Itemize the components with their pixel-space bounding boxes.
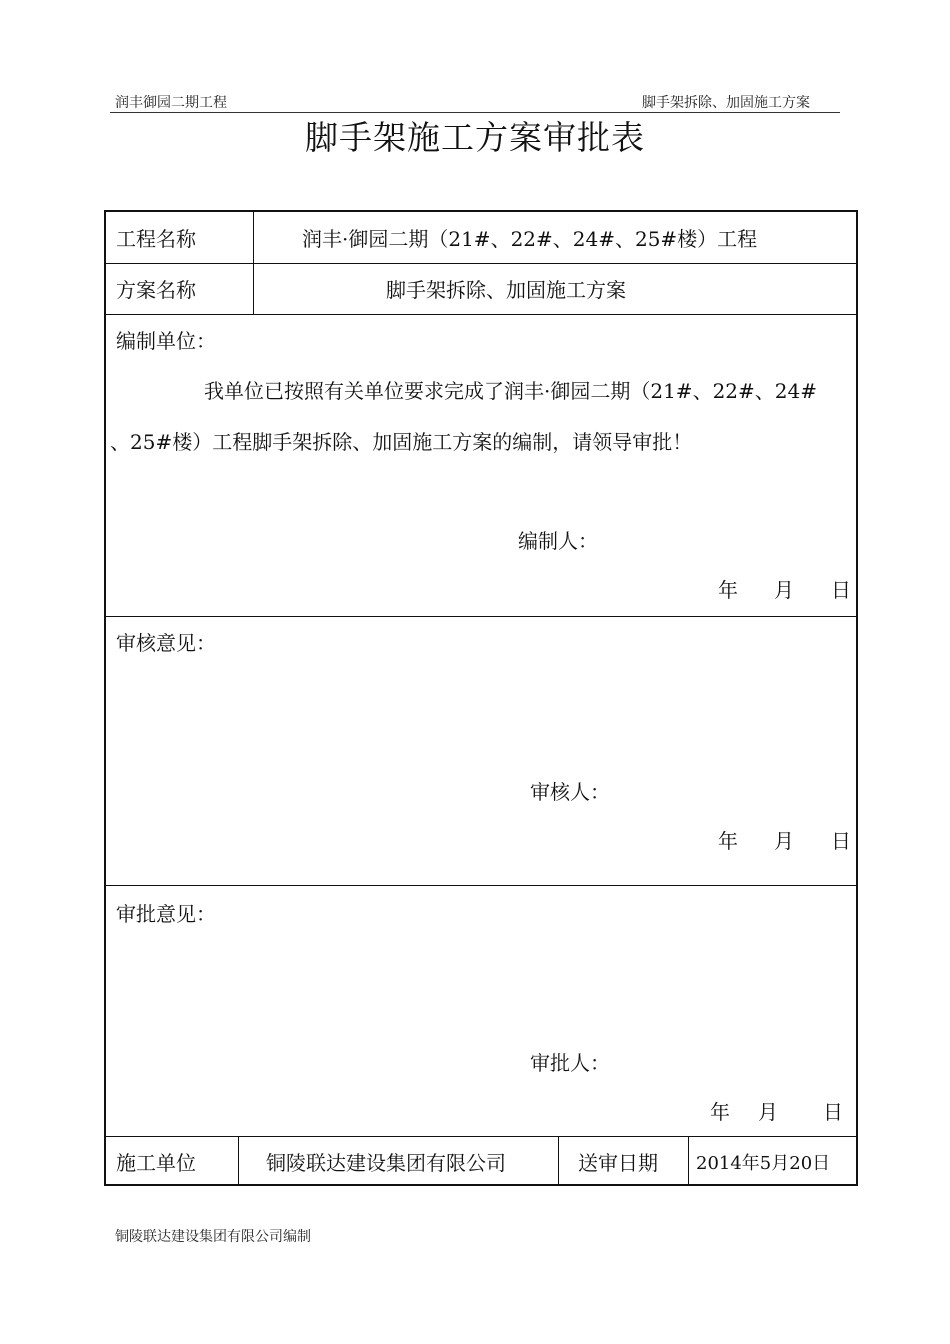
row-divider: [106, 1136, 856, 1137]
plan-name-value: 脚手架拆除、加固施工方案: [386, 278, 626, 302]
col-divider: [688, 1136, 689, 1186]
project-name-label: 工程名称: [116, 227, 196, 251]
compile-day: 日: [831, 578, 851, 602]
submit-date-label: 送审日期: [578, 1151, 658, 1175]
row-divider: [106, 263, 856, 264]
approval-form: [104, 210, 858, 1186]
row-divider: [106, 616, 856, 617]
page-title: 脚手架施工方案审批表: [305, 118, 645, 157]
reviewer-label: 审核人：: [530, 780, 610, 804]
footer-compiler: 铜陵联达建设集团有限公司编制: [115, 1229, 311, 1245]
review-month: 月: [774, 829, 794, 853]
review-opinion-label: 审核意见：: [116, 631, 216, 655]
contractor-label: 施工单位: [116, 1151, 196, 1175]
contractor-value: 铜陵联达建设集团有限公司: [266, 1151, 506, 1175]
approve-opinion-label: 审批意见：: [116, 902, 216, 926]
plan-name-label: 方案名称: [116, 278, 196, 302]
approver-label: 审批人：: [530, 1051, 610, 1075]
row-divider: [106, 885, 856, 886]
col-divider: [253, 212, 254, 314]
header-project-name: 润丰御园二期工程: [115, 95, 227, 111]
compiler-label: 编制人：: [518, 529, 598, 553]
project-name-value: 润丰·御园二期（21#、22#、24#、25#楼）工程: [302, 227, 758, 251]
submit-date-value: 2014年5月20日: [696, 1153, 831, 1174]
compile-body-line2: 、25#楼）工程脚手架拆除、加固施工方案的编制，请领导审批！: [110, 430, 693, 454]
approve-day: 日: [823, 1100, 843, 1124]
approve-year: 年: [710, 1100, 730, 1124]
compile-month: 月: [774, 578, 794, 602]
compile-body-line1: 我单位已按照有关单位要求完成了润丰·御园二期（21#、22#、24#: [204, 379, 817, 403]
row-divider: [106, 314, 856, 315]
review-year: 年: [718, 829, 738, 853]
header-plan-name: 脚手架拆除、加固施工方案: [642, 95, 810, 111]
approve-month: 月: [758, 1100, 778, 1124]
col-divider: [238, 1136, 239, 1186]
review-day: 日: [831, 829, 851, 853]
compile-unit-label: 编制单位：: [116, 329, 216, 353]
col-divider: [558, 1136, 559, 1186]
compile-year: 年: [718, 578, 738, 602]
